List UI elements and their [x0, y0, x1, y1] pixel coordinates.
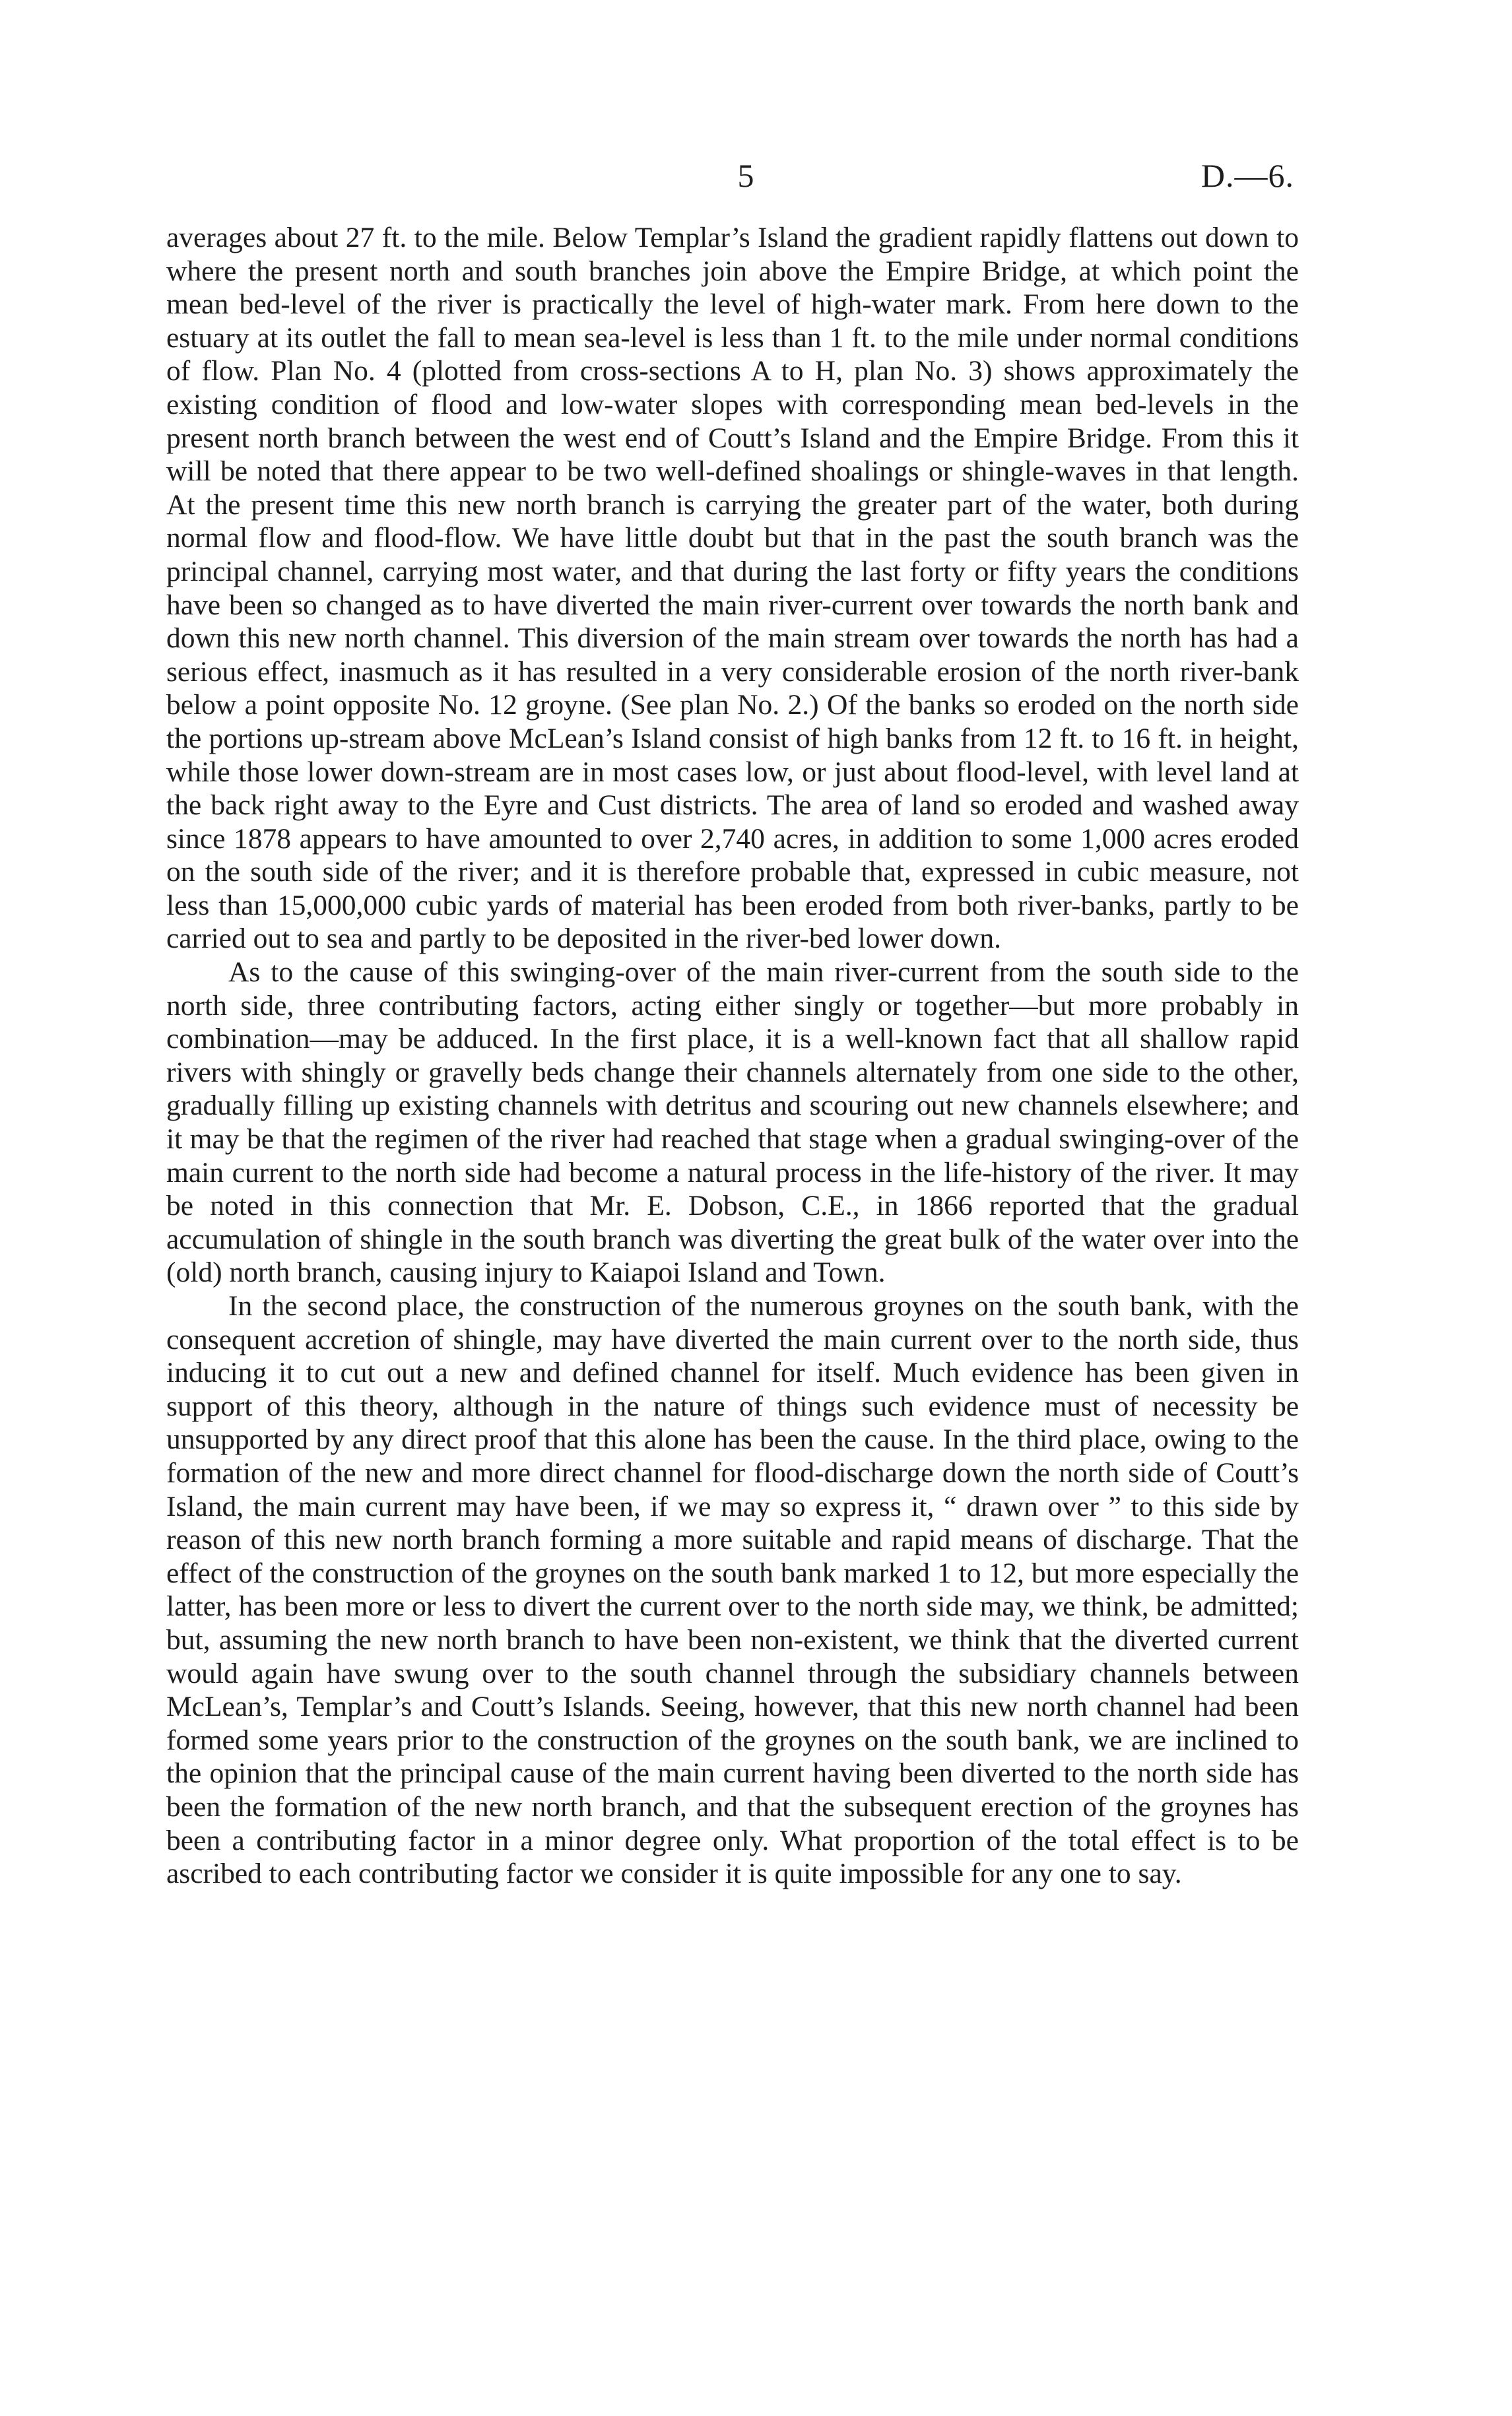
document-reference: D.—6.	[1200, 157, 1294, 194]
paragraph-3: In the second place, the construction of the numerous groynes on the south bank, with the consequent accretion of shingle, may have diverted the main current over to the north side, thus inducing it to cut out a new and defined channel for itself. Much evidence has been given in support of this theory, although in the nature of things such evidence must of necessity be unsupported by any direct proof that this alone has been the cause. In the third place, owing to the formation of the new and more direct channel for flood-discharge down the north side of Coutt’s Island, the main current may have been, if we may so express it, “ drawn over ” to this side by reason of this new north branch forming a more suitable and rapid means of discharge. That the effect of the construction of the groynes on the south bank marked 1 to 12, but more especially the latter, has been more or less to divert the current over to the north side may, we think, be admitted; but, assuming the new north branch to have been non-existent, we think that the diverted current would again have swung over to the south channel through the subsidiary channels between McLean’s, Templar’s and Coutt’s Islands. Seeing, however, that this new north channel had been formed some years prior to the construction of the groynes on the south bank, we are inclined to the opinion that the principal cause of the main current having been diverted to the north side has been the formation of the new north branch, and that the subsequent erection of the groynes has been a contributing factor in a minor degree only. What proportion of the total effect is to be ascribed to each contributing factor we consider it is quite impossible for any one to say.	[166, 1290, 1299, 1890]
paragraph-2: As to the cause of this swinging-over of the main river-current from the south side to the north side, three contributing factors, acting either singly or together—but more probably in combination—may be adduced. In the first place, it is a well-known fact that all shallow rapid rivers with shingly or gravelly beds change their channels alternately from one side to the other, gradually filling up existing channels with detritus and scouring out new channels elsewhere; and it may be that the regimen of the river had reached that stage when a gradual swinging-over of the main current to the north side had become a natural process in the life-history of the river. It may be noted in this connection that Mr. E. Dobson, C.E., in 1866 reported that the gradual accumulation of shingle in the south branch was diverting the great bulk of the water over into the (old) north branch, causing injury to Kaiapoi Island and Town.	[166, 956, 1299, 1289]
paragraph-1: averages about 27 ft. to the mile. Below Templar’s Island the gradient rapidly flattens out down to where the present north and south branches join above the Empire Bridge, at which point the mean bed-level of the river is practically the level of high-water mark. From here down to the estuary at its outlet the fall to mean sea-level is less than 1 ft. to the mile under normal conditions of flow. Plan No. 4 (plotted from cross-sections A to H, plan No. 3) shows approximately the existing condition of flood and low-water slopes with corresponding mean bed-levels in the present north branch between the west end of Coutt’s Island and the Empire Bridge. From this it will be noted that there appear to be two well-defined shoalings or shingle-waves in that length. At the present time this new north branch is carrying the greater part of the water, both during normal flow and flood-flow. We have little doubt but that in the past the south branch was the principal channel, carrying most water, and that during the last forty or fifty years the conditions have been so changed as to have diverted the main river-current over towards the north bank and down this new north channel. This diversion of the main stream over towards the north has had a serious effect, inasmuch as it has resulted in a very considerable erosion of the north river-bank below a point opposite No. 12 groyne. (See plan No. 2.) Of the banks so eroded on the north side the portions up-stream above McLean’s Island consist of high banks from 12 ft. to 16 ft. in height, while those lower down-stream are in most cases low, or just about flood-level, with level land at the back right away to the Eyre and Cust districts. The area of land so eroded and washed away since 1878 appears to have amounted to over 2,740 acres, in addition to some 1,000 acres eroded on the south side of the river; and it is therefore probable that, expressed in cubic measure, not less than 15,000,000 cubic yards of material has been eroded from both river-banks, partly to be carried out to sea and partly to be deposited in the river-bed lower down.	[166, 222, 1299, 955]
body-text	[166, 221, 1299, 1891]
page-number: 5	[737, 157, 754, 194]
